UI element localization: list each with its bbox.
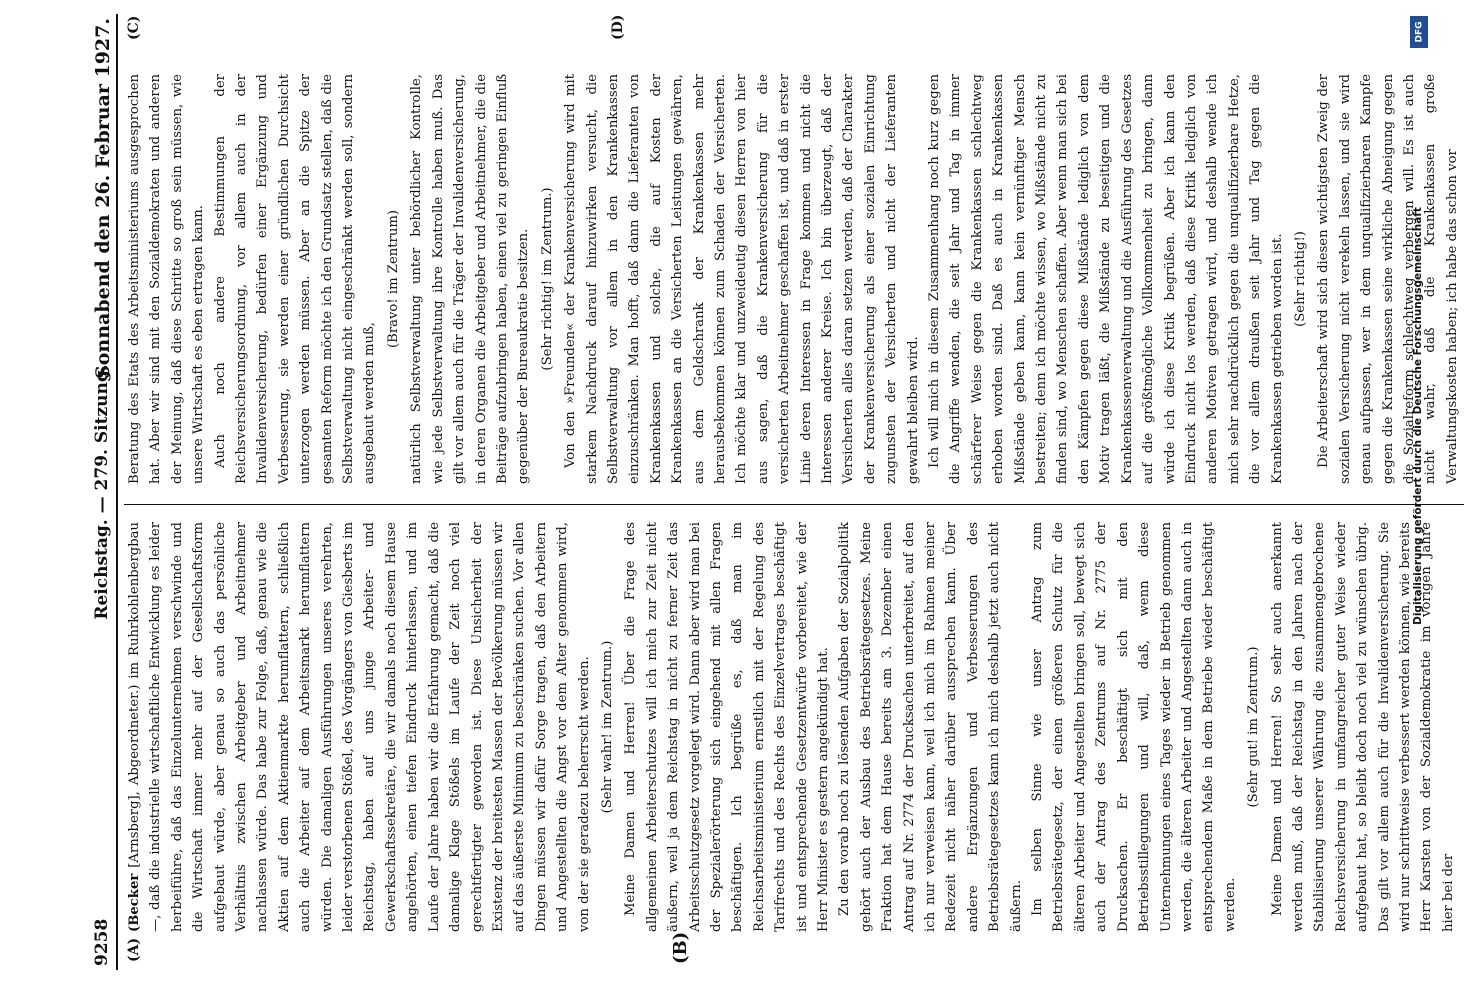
- interjection: (Sehr wahr! im Zentrum.): [599, 640, 615, 814]
- paragraph: Im selben Sinne wie unser Antrag zum Betriebsrätegesetz, der einen größeren Schutz für die älteren Arbeiter und Angestellten bringen soll, bewegt sich auch der Antrag des Zentrums auf Nr. 2775 der Drucksachen. Er beschäftigt sich mit den Betriebsstillegungen und will, daß, wenn diese Unternehmungen eines Tages wieder in Betrieb genommen werden, die älteren Arbeiter und Angestellten dann auch in entsprechendem Maße in dem Betriebe wieder beschäftigt werden.: [1030, 522, 1238, 932]
- speaker-name: (Becker: [127, 873, 142, 932]
- session-date: Sonnabend den 26. Februar 1927.: [92, 18, 114, 379]
- newspaper-page: [90, 14, 1474, 970]
- paragraph: Zu den vorab noch zu lösenden Aufgaben der Sozialpolitik gehört auch der Ausbau des Betriebsrätegesetzes. Meine Fraktion hat dem Hause bereits am 3. Dezember einen Antrag auf Nr. 2774 der Drucksachen unterbreitet, auf den ich nur verweisen kann, weil ich mich im Rahmen meiner Redezeit nicht näher darüber aussprechen kann. Über andere Ergänzungen und Verbesserungen des Betriebsrätegesetzes kann ich mich deshalb jetzt auch nicht äußern.: [837, 522, 1024, 932]
- digitization-credit: Digitalisierung gefördert durch die Deutsche Forschungsgemeinschaft: [1412, 207, 1424, 625]
- left-column: [124, 522, 1464, 932]
- paragraph: Meine Damen und Herren! So sehr auch anerkannt werden muß, daß der Reichstag in den Jahren nach der Stabilisierung unserer Währung die zusammengebrochene Reichsversicherung in umfangreicher guter Weise wieder aufgebaut hat, so bleibt doch noch viel zu wünschen übrig. Das gilt vor allem auch für die Invalidenversicherung. Sie wird nur schrittweise verbessert werden können, wie bereits Herr Karsten von der Sozialdemokratie im vorigen Jahre hier bei der: [1269, 522, 1456, 932]
- paragraph: Beratung des Etats des Arbeitsministeriums ausgesprochen hat. Aber wir sind mit den Sozialdemokraten und anderen der Meinung, daß diese Schritte so groß sein müssen, wie unsere Wirtschaft es eben ertragen kann.: [127, 74, 207, 484]
- margin-marker-b: (B): [670, 931, 691, 964]
- page-number: 9258: [92, 918, 112, 966]
- digitization-sidebar: [1408, 8, 1430, 992]
- dfg-logo: DFG: [1410, 16, 1428, 48]
- paragraph: natürlich Selbstverwaltung unter behördlicher Kontrolle, wie jede Selbstverwaltung ihre Kontrolle haben muß. Das gilt vor allem auch für die Träger der Invalidenversicherung, in deren Organen die Arbeitgeber und Arbeitnehmer, die die Beiträge aufzubringen haben, einen viel zu geringen Einfluß gegenüber der Bureaukratie besitzen.: [409, 74, 532, 484]
- margin-marker-a: (A): [126, 937, 142, 962]
- paragraph: Auch noch andere Bestimmungen der Reichsversicherungsordnung, vor allem auch in der Invalidenversicherung, bedürfen einer Ergänzung und Verbesserung, sie werden einer gründlichen Durchsicht unterzogen werden müssen. Aber an die Spitze der gesamten Reform möchte ich den Grundsatz stellen, daß die Selbstverwaltung nicht eingeschränkt werden soll, sondern ausgebaut werden muß,: [212, 74, 378, 484]
- interjection: (Sehr richtig! im Zentrum.): [539, 187, 555, 371]
- paragraph: Von den »Freunden« der Krankenversicherung wird mit starkem Nachdruck darauf hinzuwirken versucht, die Selbstverwaltung vor allem in den Krankenkassen einzuschränken. Man hofft, daß dann die Lieferanten von Krankenkassen und solche, die auf Kosten der Krankenkassen an die Versicherten Leistungen gewähren, aus dem Geldschrank der Krankenkassen mehr herausbekommen können zum Schaden der Versicherten. Ich möchte klar und unzweideutig diesen Herren von hier aus sagen, daß die Krankenversicherung für die versicherten Arbeitnehmer geschaffen ist, und daß in erster Linie deren Interessen in Frage kommen und nicht die Interessen anderer Kreise. Ich bin überzeugt, daß der Versicherten alles daran setzen werden, daß der Charakter der Krankenversicherung als einer sozialen Einrichtung zugunsten der Versicherten und nicht der Lieferanten gewahrt bleiben wird.: [563, 74, 921, 484]
- margin-marker-d: (D): [610, 14, 626, 40]
- interjection: (Sehr gut! im Zentrum.): [1246, 646, 1262, 808]
- paragraph: [124, 522, 595, 932]
- column-divider: [124, 504, 1464, 505]
- paragraph: Ich will mich in diesem Zusammenhang noch kurz gegen die Angriffe wenden, die seit Jahr und Tag in immer schärferer Weise gegen die Krankenkassen schlechtweg erhoben worden sind. Daß es auch in Krankenkassen Mißstände geben kann, kann kein vernünftiger Mensch bestreiten; denn ich möchte wissen, wo Mißstände nicht zu finden sind, wo Menschen schaffen. Aber wenn man sich bei den Kämpfen gegen diese Mißstände lediglich von dem Motiv tragen läßt, die Mißstände zu beseitigen und die Krankenkassenverwaltung und die Ausführung des Gesetzes auf die größtmögliche Vollkommenheit zu bringen, dann würde ich diese Kritik begrüßen. Aber ich kann den Eindruck nicht los werden, daß diese Kritik lediglich von anderen Motiven getragen wird, und deshalb wende ich mich sehr nachdrücklich gegen die unqualifizierbare Hetze, die vor allem draußen seit Jahr und Tag gegen die Krankenkassen getrieben worden ist.: [927, 74, 1285, 484]
- interjection: (Bravo! im Zentrum): [385, 210, 401, 349]
- session-title: Reichstag. — 279. Sitzung.: [92, 364, 112, 620]
- margin-marker-c: (C): [126, 15, 142, 40]
- paragraph: Meine Damen und Herren! Über die Frage des allgemeinen Arbeiterschutzes will ich mich zur Zeit nicht äußern, weil ja dem Reichstag in nicht zu ferner Zeit das Arbeitsschutzgesetz vorgelegt wird. Dann aber wird man bei der Spezialerörterung sich eingehend mit allen Fragen beschäftigen. Ich begrüße es, daß man im Reichsarbeitsministerium ernstlich mit der Regelung des Tarifrechts und des Rechts des Einzelvertrages beschäftigt ist und entsprechende Gesetzentwürfe vorbereitet, wie der Herr Minister es gestern angekündigt hat.: [623, 522, 831, 932]
- interjection: (Sehr richtig!): [1292, 231, 1308, 327]
- paragraph: Die Arbeiterschaft wird sich diesen wichtigsten Zweig der sozialen Versicherung nicht verekeln lassen, und sie wird genau aufpassen, wer in dem unqualifizierbaren Kampfe gegen die Krankenkassen seine wirkliche Abneigung gegen die Sozialreform schlechtweg verbergen will. Es ist auch nicht wahr, daß die Krankenkassen große Verwaltungskosten haben; ich habe das schon vor: [1316, 74, 1460, 484]
- paragraph-text: [Arnsberg], Abgeordneter.) im Ruhrkohlenbergbau —, daß die industrielle wirtschaftliche Entwicklung es leider herbeiführe, daß das Einzelunternehmen verschwinde und die Wirtschaft immer mehr auf der Gesellschaftsform aufgebaut würde, aber genau so auch das persönliche Verhältnis zwischen Arbeitgeber und Arbeitnehmer nachlassen würde. Das habe zur Folge, daß, genau wie die Aktien auf dem Aktienmarkte herumflattern, schließlich auch die Arbeiter auf dem Arbeitsmarkt herumflattern würden. Die damaligen Ausführungen unseres verehrten, leider verstorbenen Stößel, des Vorgängers von Giesberts im Reichstag, haben auf uns junge Arbeiter- und Gewerkschaftssekretäre, die wir damals noch diesem Hause angehörten, einen tiefen Eindruck hinterlassen, und im Laufe der Jahre haben wir die Erfahrung gemacht, daß die damalige Klage Stößels im Laufe der Zeit noch viel gerechtfertigter geworden ist. Diese Unsicherheit der Existenz der breitesten Massen der Bevölkerung müssen wir auf das äußerste Minimum zu beschränken suchen. Vor allen Dingen müssen wir dafür Sorge tragen, daß den Arbeitern und Angestellten die Angst vor dem Alter genommen wird, von der sie geradezu beherrscht werden.: [127, 522, 592, 932]
- page-header: [90, 14, 118, 970]
- right-column: [124, 74, 1464, 484]
